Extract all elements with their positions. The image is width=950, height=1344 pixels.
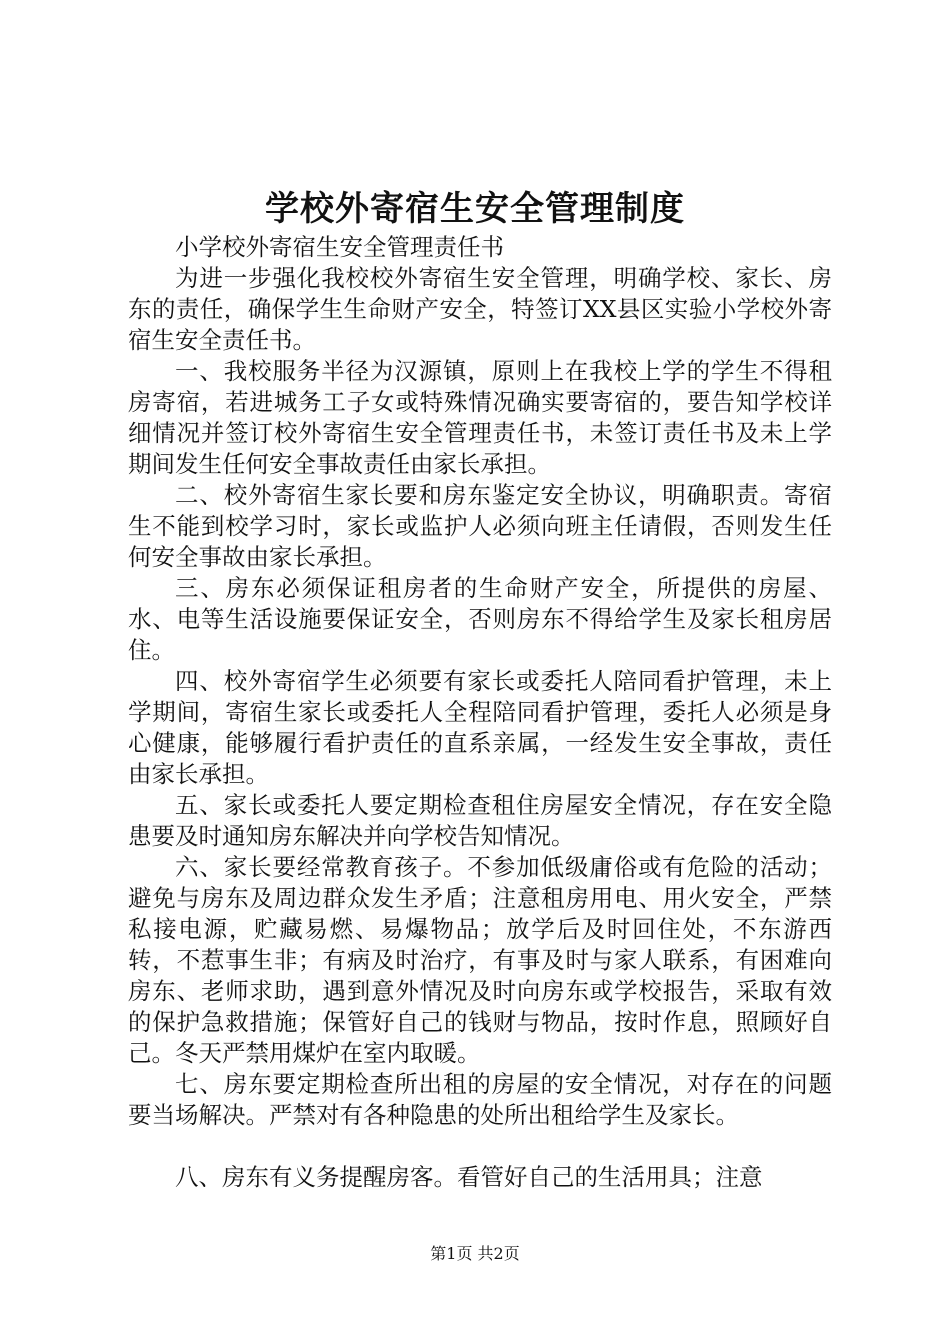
paragraph-item-1: 一、我校服务半径为汉源镇，原则上在我校上学的学生不得租房寄宿，若进城务工子女或特殊情况确实要寄宿的，要告知学校详细情况并签订校外寄宿生安全管理责任书，未签订责任书及未上学期间发生任何安全事故责任由家长承担。 [128, 357, 832, 478]
paragraph-subtitle: 小学校外寄宿生安全管理责任书 [175, 233, 504, 261]
paragraph-item-6: 六、家长要经常教育孩子。不参加低级庸俗或有危险的活动；避免与房东及周边群众发生矛盾；注意租房用电、用火安全，严禁私接电源，贮藏易燃、易爆物品；放学后及时回住处，不东游西转，不惹事生非；有病及时治疗，有事及时与家人联系，有困难向房东、老师求助，遇到意外情况及时向房东或学校报告，采取有效的保护急救措施；保管好自己的钱财与物品，按时作息，照顾好自己。冬天严禁用煤炉在室内取暖。 [128, 853, 832, 1067]
paragraph-item-5: 五、家长或委托人要定期检查租住房屋安全情况，存在安全隐患要及时通知房东解决并向学校告知情况。 [128, 791, 832, 850]
paragraph-item-8: 八、房东有义务提醒房客。看管好自己的生活用具；注意 [175, 1163, 763, 1191]
paragraph-item-3: 三、房东必须保证租房者的生命财产安全，所提供的房屋、水、电等生活设施要保证安全，否则房东不得给学生及家长租房居住。 [128, 574, 832, 664]
paragraph-intro: 为进一步强化我校校外寄宿生安全管理，明确学校、家长、房东的责任，确保学生生命财产安全，特签订XX县区实验小学校外寄宿生安全责任书。 [128, 264, 832, 354]
document-title: 学校外寄宿生安全管理制度 [265, 189, 685, 229]
document-body [128, 232, 832, 1193]
paragraph-item-4: 四、校外寄宿学生必须要有家长或委托人陪同看护管理，未上学期间，寄宿生家长或委托人全程陪同看护管理，委托人必须是身心健康，能够履行看护责任的直系亲属，一经发生安全事故，责任由家长承担。 [128, 667, 832, 788]
page-number-footer: 第1页 共2页 [430, 1244, 520, 1263]
paragraph-item-2: 二、校外寄宿生家长要和房东鉴定安全协议，明确职责。寄宿生不能到校学习时，家长或监护人必须向班主任请假，否则发生任何安全事故由家长承担。 [128, 481, 832, 571]
paragraph-item-7: 七、房东要定期检查所出租的房屋的安全情况，对存在的问题要当场解决。严禁对有各种隐患的处所出租给学生及家长。 [128, 1070, 832, 1129]
